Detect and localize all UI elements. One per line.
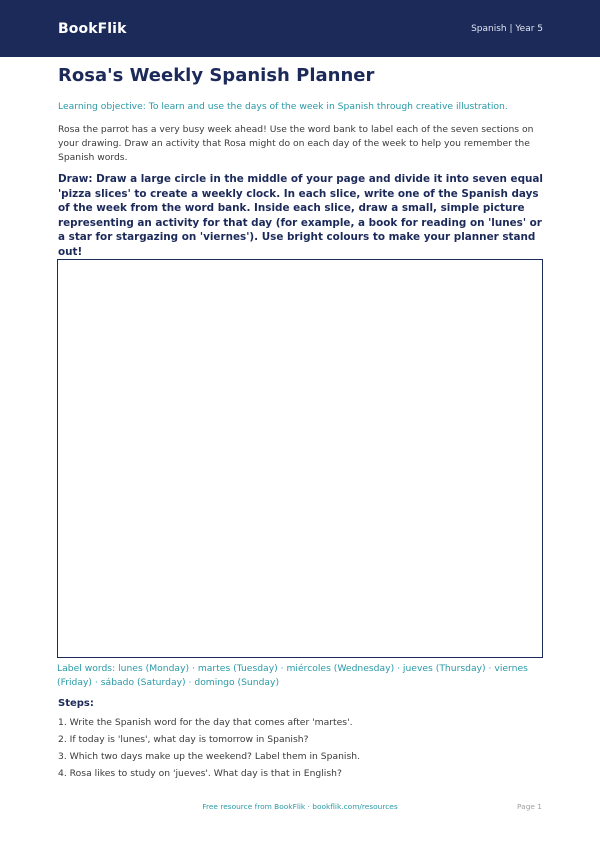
step-item: 4. Rosa likes to study on 'jueves'. What day is that in English? — [58, 768, 342, 779]
draw-instruction: Draw: Draw a large circle in the middle of your page and divide it into seven equal 'pizza slices' to create a weekly clock. In each slice, write one of the Spanish days of the week from the word bank. Inside each slice, draw a small, simple picture representing an activity for that day (for example, a book for reading on 'lunes' or a star for stargazing on 'viernes'). Use bright colours to make your planner stand out! — [58, 173, 543, 258]
page-header — [0, 0, 600, 57]
step-item: 2. If today is 'lunes', what day is tomorrow in Spanish? — [58, 734, 309, 745]
steps-heading: Steps: — [58, 698, 94, 709]
step-item: 3. Which two days make up the weekend? Label them in Spanish. — [58, 751, 360, 762]
learning-objective: Learning objective: To learn and use the days of the week in Spanish through creative illustration. — [58, 101, 508, 112]
page-title: Rosa's Weekly Spanish Planner — [58, 65, 375, 86]
drawing-area[interactable] — [57, 259, 543, 658]
intro-text: Rosa the parrot has a very busy week ahead! Use the word bank to label each of the seven sections on your drawing. Draw an activity that Rosa might do on each day of the week to help you remember the Spanish words. — [58, 124, 534, 163]
label-words: Label words: lunes (Monday) · martes (Tuesday) · miércoles (Wednesday) · jueves (Thursday) · viernes (Friday) · sábado (Saturday) · domingo (Sunday) — [57, 663, 528, 688]
footer-resource-link[interactable]: Free resource from BookFlik · bookflik.com/resources — [202, 802, 398, 811]
step-item: 1. Write the Spanish word for the day that comes after 'martes'. — [58, 717, 353, 728]
steps-list — [58, 716, 548, 784]
subject-year: Spanish | Year 5 — [471, 23, 543, 34]
brand-logo: BookFlik — [58, 20, 127, 37]
page-number: Page 1 — [517, 802, 542, 811]
